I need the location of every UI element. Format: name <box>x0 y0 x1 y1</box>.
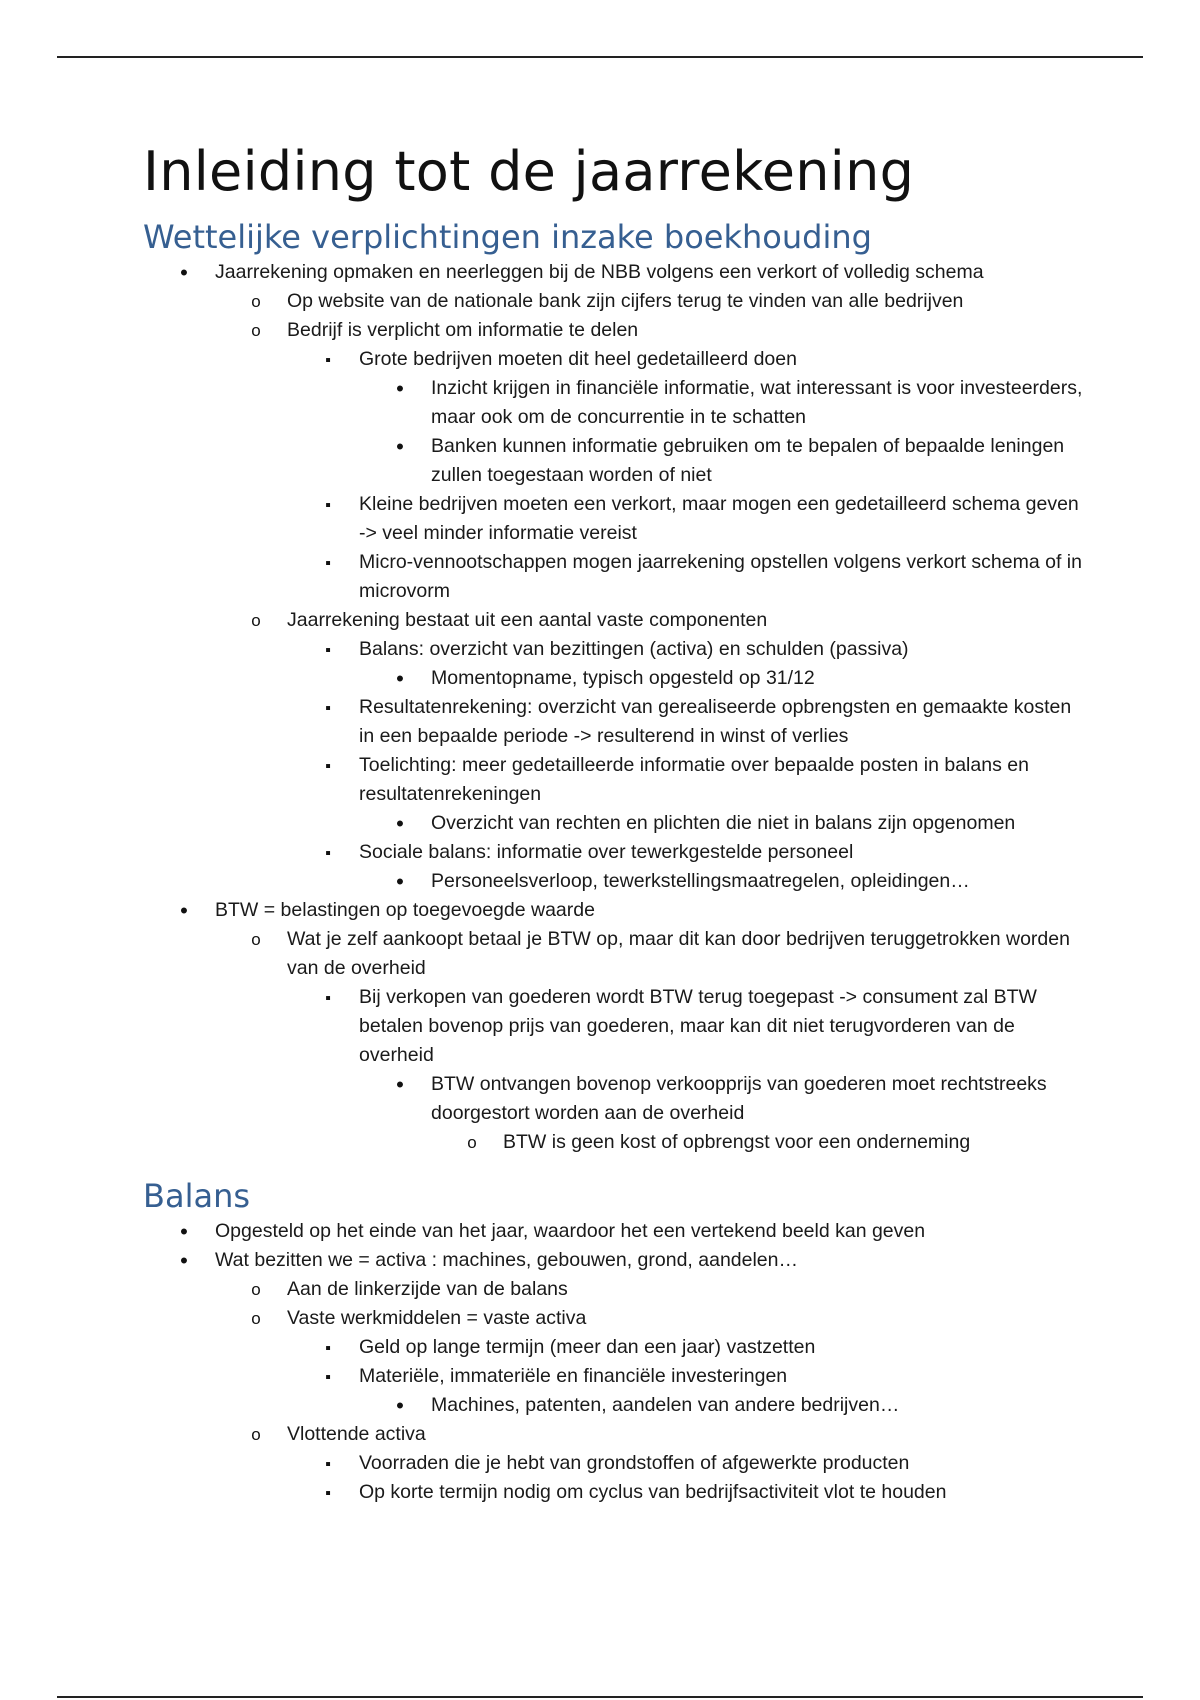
list-item: • Inzicht krijgen in financiële informatie, wat interessant is voor investeerders, maar ook om de concurrentie in te schatten <box>359 374 1083 432</box>
page-title: Inleiding tot de jaarrekening <box>143 140 915 203</box>
list-item: • Wat bezitten we = activa : machines, gebouwen, grond, aandelen… o Aan de linkerzijde van de balans o Vaste werkmiddelen = vaste activa ▪ Geld op lange termijn (meer dan een jaar) vastzetten ▪ Materiële, immateriële en financiële investeringen • Machines, patenten, aandelen van andere bedrijven… o Vlottende activa ▪ Voorraden die je hebt van grondstoffen of afgewerkte producten ▪ Op korte termijn nodig om cyclus van bedrijfsactiviteit vlot te houden <box>143 1246 1083 1507</box>
bullet-icon <box>313 838 343 868</box>
list-item: ▪ Balans: overzicht van bezittingen (activa) en schulden (passiva) • Momentopname, typisch opgesteld op 31/12 <box>287 635 1083 693</box>
bullet-icon <box>313 693 343 723</box>
bullet-icon <box>241 606 271 635</box>
list-item: o Op website van de nationale bank zijn cijfers terug te vinden van alle bedrijven <box>215 287 1083 316</box>
bullet-icon <box>457 1128 487 1157</box>
bullet-icon <box>385 432 415 463</box>
list-item: • Machines, patenten, aandelen van andere bedrijven… <box>359 1391 1083 1420</box>
list-item: o Wat je zelf aankoopt betaal je BTW op, maar dit kan door bedrijven teruggetrokken worden van de overheid ▪ Bij verkopen van goederen wordt BTW terug toegepast -> consument zal BTW betalen bovenop prijs van goederen, maar kan dit niet terugvorderen van de overheid • BTW ontvangen bovenop verkoopprijs van goederen moet rechtstreeks doorgestort worden aan de overheid o BTW is geen kost of opbrengst voor een onderneming <box>215 925 1083 1157</box>
bullet-icon <box>169 1217 199 1248</box>
bullet-icon <box>313 751 343 781</box>
bullet-icon <box>313 1449 343 1479</box>
list-item: ▪ Toelichting: meer gedetailleerde informatie over bepaalde posten in balans en resultatenrekeningen • Overzicht van rechten en plichten die niet in balans zijn opgenomen <box>287 751 1083 838</box>
section-heading-wettelijke: Wettelijke verplichtingen inzake boekhouding <box>143 218 872 256</box>
list-item: ▪ Voorraden die je hebt van grondstoffen of afgewerkte producten <box>287 1449 1083 1478</box>
bullet-icon <box>385 1391 415 1422</box>
section2-list <box>143 1217 1083 1507</box>
list-item: ▪ Materiële, immateriële en financiële investeringen • Machines, patenten, aandelen van andere bedrijven… <box>287 1362 1083 1420</box>
list-item: o Vlottende activa ▪ Voorraden die je hebt van grondstoffen of afgewerkte producten ▪ Op korte termijn nodig om cyclus van bedrijfsactiviteit vlot te houden <box>215 1420 1083 1507</box>
list-item: • Banken kunnen informatie gebruiken om te bepalen of bepaalde leningen zullen toegestaan worden of niet <box>359 432 1083 490</box>
list-item: • Personeelsverloop, tewerkstellingsmaatregelen, opleidingen… <box>359 867 1083 896</box>
list-item: • Jaarrekening opmaken en neerleggen bij de NBB volgens een verkort of volledig schema o Op website van de nationale bank zijn cijfers terug te vinden van alle bedrijven o Bedrijf is verplicht om informatie te delen ▪ Grote bedrijven moeten dit heel gedetailleerd doen • Inzicht krijgen in financiële informatie, wat interessant is voor investeerders, maar ook om de concurrentie in te schatten • Banken kunnen informatie gebruiken om te bepalen of bepaalde leningen zullen toegestaan worden of niet ▪ Kleine bedrijven moeten een verkort, maar mogen een gedetailleerd schema geven -> veel minder informatie vereist ▪ Micro-vennootschappen mogen jaarrekening opstellen volgens verkort schema of in microvorm o Jaarrekening bestaat uit een aantal vaste componenten ▪ Balans: overzicht van bezittingen (activa) en schulden (passiva) • Momentopname, typisch opgesteld op 31/12 ▪ Resultatenrekening: overzicht van gerealiseerde opbrengsten en gemaakte kosten in een bepaalde periode -> resulterend in winst of verlies ▪ Toelichting: meer gedetailleerde informatie over bepaalde posten in balans en resultatenrekeningen • Overzicht van rechten en plichten die niet in balans zijn opgenomen ▪ Sociale balans: informatie over tewerkgestelde personeel • Personeelsverloop, tewerkstellingsmaatregelen, opleidingen… <box>143 258 1083 896</box>
bullet-icon <box>385 867 415 898</box>
bullet-icon <box>241 1304 271 1333</box>
list-item: ▪ Grote bedrijven moeten dit heel gedetailleerd doen • Inzicht krijgen in financiële informatie, wat interessant is voor investeerders, maar ook om de concurrentie in te schatten • Banken kunnen informatie gebruiken om te bepalen of bepaalde leningen zullen toegestaan worden of niet <box>287 345 1083 490</box>
header-rule <box>57 56 1143 58</box>
bullet-icon <box>241 316 271 345</box>
bullet-icon <box>313 983 343 1013</box>
bullet-icon <box>313 345 343 375</box>
list-item: • Opgesteld op het einde van het jaar, waardoor het een vertekend beeld kan geven <box>143 1217 1083 1246</box>
list-item: ▪ Kleine bedrijven moeten een verkort, maar mogen een gedetailleerd schema geven -> veel minder informatie vereist <box>287 490 1083 548</box>
section-heading-balans: Balans <box>143 1177 251 1215</box>
list-item: ▪ Resultatenrekening: overzicht van gerealiseerde opbrengsten en gemaakte kosten in een bepaalde periode -> resulterend in winst of verlies <box>287 693 1083 751</box>
list-item: ▪ Op korte termijn nodig om cyclus van bedrijfsactiviteit vlot te houden <box>287 1478 1083 1507</box>
bullet-icon <box>313 490 343 520</box>
bullet-icon <box>313 548 343 578</box>
list-item: o BTW is geen kost of opbrengst voor een onderneming <box>431 1128 1083 1157</box>
bullet-icon <box>385 664 415 695</box>
list-item: o Bedrijf is verplicht om informatie te delen ▪ Grote bedrijven moeten dit heel gedetailleerd doen • Inzicht krijgen in financiële informatie, wat interessant is voor investeerders, maar ook om de concurrentie in te schatten • Banken kunnen informatie gebruiken om te bepalen of bepaalde leningen zullen toegestaan worden of niet ▪ Kleine bedrijven moeten een verkort, maar mogen een gedetailleerd schema geven -> veel minder informatie vereist ▪ Micro-vennootschappen mogen jaarrekening opstellen volgens verkort schema of in microvorm <box>215 316 1083 606</box>
list-item: ▪ Geld op lange termijn (meer dan een jaar) vastzetten <box>287 1333 1083 1362</box>
section1-list <box>143 258 1083 1157</box>
bullet-icon <box>241 1420 271 1449</box>
bullet-icon <box>241 287 271 316</box>
bullet-icon <box>385 809 415 840</box>
document-body <box>143 140 1083 1507</box>
list-item: ▪ Sociale balans: informatie over tewerkgestelde personeel • Personeelsverloop, tewerkstellingsmaatregelen, opleidingen… <box>287 838 1083 896</box>
list-item: • Momentopname, typisch opgesteld op 31/12 <box>359 664 1083 693</box>
list-item: o Vaste werkmiddelen = vaste activa ▪ Geld op lange termijn (meer dan een jaar) vastzetten ▪ Materiële, immateriële en financiële investeringen • Machines, patenten, aandelen van andere bedrijven… <box>215 1304 1083 1420</box>
list-item: • Overzicht van rechten en plichten die niet in balans zijn opgenomen <box>359 809 1083 838</box>
bullet-icon <box>313 635 343 665</box>
list-item: • BTW = belastingen op toegevoegde waarde o Wat je zelf aankoopt betaal je BTW op, maar dit kan door bedrijven teruggetrokken worden van de overheid ▪ Bij verkopen van goederen wordt BTW terug toegepast -> consument zal BTW betalen bovenop prijs van goederen, maar kan dit niet terugvorderen van de overheid • BTW ontvangen bovenop verkoopprijs van goederen moet rechtstreeks doorgestort worden aan de overheid o BTW is geen kost of opbrengst voor een onderneming <box>143 896 1083 1157</box>
list-item: ▪ Micro-vennootschappen mogen jaarrekening opstellen volgens verkort schema of in microvorm <box>287 548 1083 606</box>
footer-rule <box>57 1696 1143 1698</box>
bullet-icon <box>241 1275 271 1304</box>
bullet-icon <box>169 896 199 927</box>
bullet-icon <box>241 925 271 954</box>
list-item: ▪ Bij verkopen van goederen wordt BTW terug toegepast -> consument zal BTW betalen bovenop prijs van goederen, maar kan dit niet terugvorderen van de overheid • BTW ontvangen bovenop verkoopprijs van goederen moet rechtstreeks doorgestort worden aan de overheid o BTW is geen kost of opbrengst voor een onderneming <box>287 983 1083 1157</box>
bullet-icon <box>385 1070 415 1101</box>
bullet-icon <box>313 1478 343 1508</box>
bullet-icon <box>313 1362 343 1392</box>
list-item: o Aan de linkerzijde van de balans <box>215 1275 1083 1304</box>
bullet-icon <box>169 258 199 289</box>
bullet-icon <box>169 1246 199 1277</box>
bullet-icon <box>313 1333 343 1363</box>
list-item: • BTW ontvangen bovenop verkoopprijs van goederen moet rechtstreeks doorgestort worden aan de overheid o BTW is geen kost of opbrengst voor een onderneming <box>359 1070 1083 1157</box>
bullet-icon <box>385 374 415 405</box>
list-item: o Jaarrekening bestaat uit een aantal vaste componenten ▪ Balans: overzicht van bezittingen (activa) en schulden (passiva) • Momentopname, typisch opgesteld op 31/12 ▪ Resultatenrekening: overzicht van gerealiseerde opbrengsten en gemaakte kosten in een bepaalde periode -> resulterend in winst of verlies ▪ Toelichting: meer gedetailleerde informatie over bepaalde posten in balans en resultatenrekeningen • Overzicht van rechten en plichten die niet in balans zijn opgenomen ▪ Sociale balans: informatie over tewerkgestelde personeel • Personeelsverloop, tewerkstellingsmaatregelen, opleidingen… <box>215 606 1083 896</box>
